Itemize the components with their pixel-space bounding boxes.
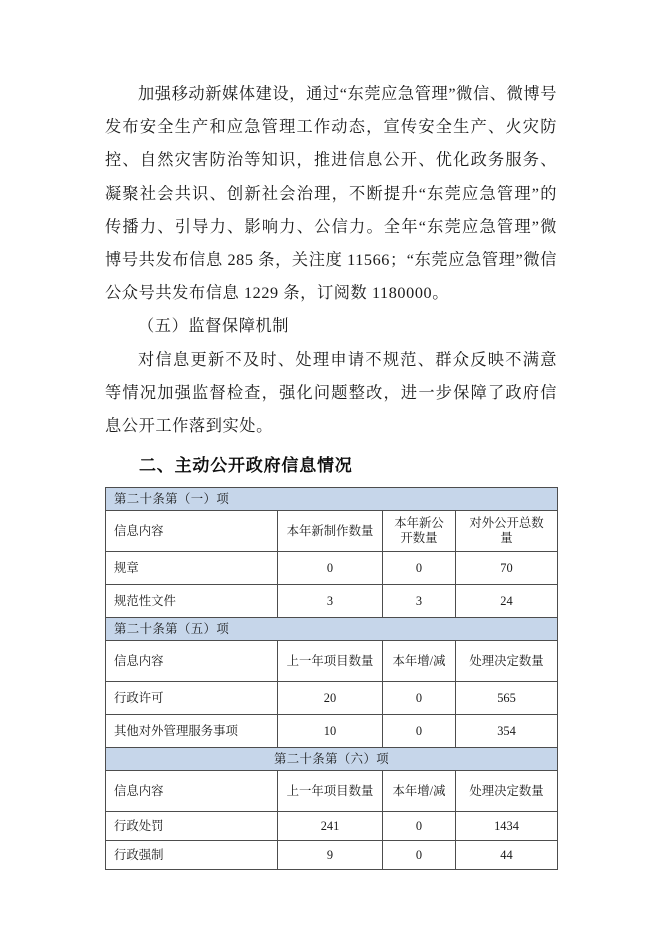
section-band-title: 第二十条第（一）项 — [106, 488, 558, 511]
row-value: 0 — [383, 715, 456, 748]
section-band-title: 第二十条第（六）项 — [106, 748, 558, 771]
row-value: 3 — [383, 585, 456, 618]
column-header-3: 本年新公开数量 — [383, 511, 456, 552]
paragraph-new-media: 加强移动新媒体建设，通过“东莞应急管理”微信、微博号发布安全生产和应急管理工作动态，宣传安全生产、火灾防控、自然灾害防治等知识，推进信息公开、优化政务服务、凝聚社会共识、创新社会治理，不断提升“东莞应急管理”的传播力、引导力、影响力、公信力。全年“东莞应急管理”微博号共发布信息 285 条，关注度 11566；“东莞应急管理”微信公众号共发布信息 1229 条，订阅数 1180000。 — [105, 85, 557, 303]
row-value: 24 — [456, 585, 558, 618]
table-header-row — [106, 771, 558, 812]
row-value: 0 — [278, 552, 383, 585]
row-value: 3 — [278, 585, 383, 618]
table-row — [106, 715, 558, 748]
column-header-2: 上一年项目数量 — [278, 771, 383, 812]
government-information-table — [105, 487, 558, 870]
column-header-4: 处理决定数量 — [456, 641, 558, 682]
table-section-band — [106, 748, 558, 771]
row-value: 0 — [383, 841, 456, 870]
subheading-supervision-mechanism: （五）监督保障机制 — [138, 317, 290, 336]
table-header-row — [106, 511, 558, 552]
column-header-info-content: 信息内容 — [106, 771, 278, 812]
section-band-title: 第二十条第（五）项 — [106, 618, 558, 641]
row-value: 20 — [278, 682, 383, 715]
table-header-row — [106, 641, 558, 682]
column-header-info-content: 信息内容 — [106, 641, 278, 682]
column-header-4: 处理决定数量 — [456, 771, 558, 812]
table-section-band — [106, 618, 558, 641]
row-label: 行政许可 — [106, 682, 278, 715]
row-label: 规范性文件 — [106, 585, 278, 618]
heading-proactive-disclosure: 二、主动公开政府信息情况 — [139, 456, 353, 476]
column-header-3: 本年增/减 — [383, 641, 456, 682]
table-row — [106, 841, 558, 870]
document-content — [105, 78, 557, 870]
table-section-band — [106, 488, 558, 511]
row-label: 其他对外管理服务事项 — [106, 715, 278, 748]
row-value: 70 — [456, 552, 558, 585]
table-row — [106, 812, 558, 841]
row-value: 0 — [383, 682, 456, 715]
row-value: 44 — [456, 841, 558, 870]
row-value: 9 — [278, 841, 383, 870]
column-header-info-content: 信息内容 — [106, 511, 278, 552]
column-header-3: 本年增/减 — [383, 771, 456, 812]
row-value: 10 — [278, 715, 383, 748]
column-header-2: 本年新制作数量 — [278, 511, 383, 552]
column-header-4: 对外公开总数量 — [456, 511, 558, 552]
row-label: 行政强制 — [106, 841, 278, 870]
column-header-2: 上一年项目数量 — [278, 641, 383, 682]
row-value: 565 — [456, 682, 558, 715]
row-value: 0 — [383, 812, 456, 841]
row-label: 规章 — [106, 552, 278, 585]
row-label: 行政处罚 — [106, 812, 278, 841]
row-value: 241 — [278, 812, 383, 841]
table-row — [106, 682, 558, 715]
paragraph-supervision: 对信息更新不及时、处理申请不规范、群众反映不满意等情况加强监督检查，强化问题整改，进一步保障了政府信息公开工作落到实处。 — [105, 350, 557, 436]
row-value: 354 — [456, 715, 558, 748]
table-row — [106, 552, 558, 585]
table-row — [106, 585, 558, 618]
row-value: 1434 — [456, 812, 558, 841]
row-value: 0 — [383, 552, 456, 585]
